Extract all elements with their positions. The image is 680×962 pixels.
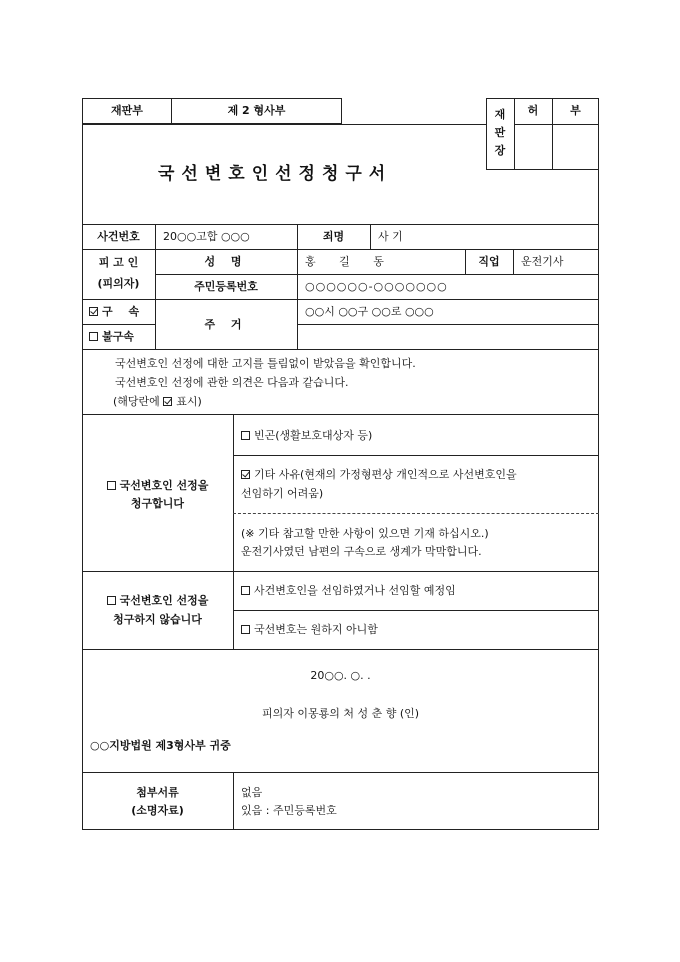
def-div-4 [513,249,514,274]
job-label: 직업 [478,255,500,268]
no-request-checkbox[interactable] [107,596,116,605]
request-note-line2: 운전기사였던 남편의 구속으로 생계가 막막합니다. [241,545,482,558]
request-label-line2: 청구합니다 [130,497,185,510]
attachments-label-2: (소명자료) [131,804,184,817]
request-label[interactable] [82,479,233,493]
signature-bottom [82,772,599,773]
request-divider [233,414,234,649]
no-request-label-line1: 국선변호인 선정을 [119,594,209,607]
notice-suffix: 표시) [176,395,202,408]
no-request-option-2-checkbox[interactable] [241,625,250,634]
not-detained-label: 불구속 [102,330,134,343]
not-detained-option[interactable] [89,330,134,344]
defendant-label-2: (피의자) [97,277,140,290]
request-dashed-divider [233,513,599,514]
no-request-option-2[interactable] [241,623,378,637]
request-note-line1: (※ 기타 참고할 만한 사항이 있으면 기재 하십시오.) [241,527,489,540]
request-option-2-checkbox[interactable] [241,470,250,479]
name-label: 성 명 [204,255,248,268]
not-detained-checkbox[interactable] [89,332,98,341]
attachments-line-2: 있음 : 주민등록번호 [241,804,337,817]
detained-option[interactable] [89,305,145,319]
case-div-1 [155,224,156,249]
def-row-3-right [297,324,599,325]
attachments-label-1: 첨부서류 [136,786,179,799]
notice-line-2: 국선변호인 선정에 관한 의견은 다음과 같습니다. [115,376,349,389]
no-request-mid [233,610,599,611]
notice-bottom [82,414,599,415]
request-option-2-label: 기타 사유(현재의 가정형편상 개인적으로 사선변호인을 [254,468,517,481]
no-request-bottom [82,649,599,650]
job-value: 운전기사 [521,255,564,268]
request-option-2[interactable] [241,468,517,482]
approval-label-2: 판 [494,126,506,139]
approval-col-reject: 부 [570,104,581,117]
def-row-2-bottom [82,299,599,300]
page-title: 국선변호인선정청구서 [158,164,393,184]
request-option-1[interactable] [241,429,372,443]
no-request-label[interactable] [82,594,233,608]
signature-signer: 피의자 이몽룡의 처 성 춘 향 (인) [261,707,420,720]
name-value: 홍 길 동 [305,255,394,268]
no-request-label-line2: 청구하지 않습니다 [113,613,202,626]
id-label: 주민등록번호 [194,280,258,293]
case-div-3 [370,224,371,249]
case-row-bottom [82,249,599,250]
detained-checkbox[interactable] [89,307,98,316]
def-div-2 [297,249,298,349]
address-label: 주 거 [204,318,248,331]
no-request-option-1[interactable] [241,584,456,598]
notice-check-icon [163,397,172,406]
request-option-1-checkbox[interactable] [241,431,250,440]
notice-prefix: (해당란에 [113,395,160,408]
id-value: ○○○○○○-○○○○○○○ [305,280,448,293]
no-request-option-1-checkbox[interactable] [241,586,250,595]
request-option-1-label: 빈곤(생활보호대상자 등) [254,429,373,442]
request-opt1-bottom [233,455,599,456]
approval-header-line [514,124,599,125]
request-label-line1: 국선변호인 선정을 [119,479,209,492]
approval-label-3: 장 [494,144,506,157]
no-request-option-1-label: 사건변호인을 선임하였거나 선임할 예정임 [254,584,456,597]
approval-label-1: 재 [494,108,506,121]
notice-line-1: 국선변호인 선정에 대한 고지를 틀림없이 받았음을 확인합니다. [115,357,416,370]
request-section-bottom [82,571,599,572]
attachments-divider [233,772,234,830]
def-row-4-bottom [82,349,599,350]
case-row-top [82,224,599,225]
no-request-option-2-label: 국선변호는 원하지 아니함 [254,623,378,636]
crime-value: 사 기 [378,230,403,243]
approval-col-approve: 허 [527,104,539,117]
signature-date: 20○○. ○. . [310,669,371,682]
form-left-top-edge [82,98,83,125]
crime-label: 죄명 [322,230,345,243]
def-row-3-bottom [82,324,155,325]
address-value: ○○시 ○○구 ○○로 ○○○ [305,305,434,318]
def-row-1-bottom [155,274,599,275]
notice-line-3 [113,395,202,409]
defendant-label-1: 피 고 인 [98,256,139,269]
header-dept-value: 제 2 형사부 [227,104,286,117]
signature-court: ○○지방법원 제3형사부 귀중 [90,739,231,752]
attachments-line-1: 없음 [241,786,263,799]
case-no-label: 사건번호 [97,230,140,243]
header-dept-label: 재판부 [111,104,143,117]
request-option-2-line2: 선임하기 어려움) [241,487,324,500]
case-no-value: 20○○고합 ○○○ [163,230,250,243]
request-checkbox[interactable] [107,481,116,490]
detained-label: 구 속 [102,305,146,318]
